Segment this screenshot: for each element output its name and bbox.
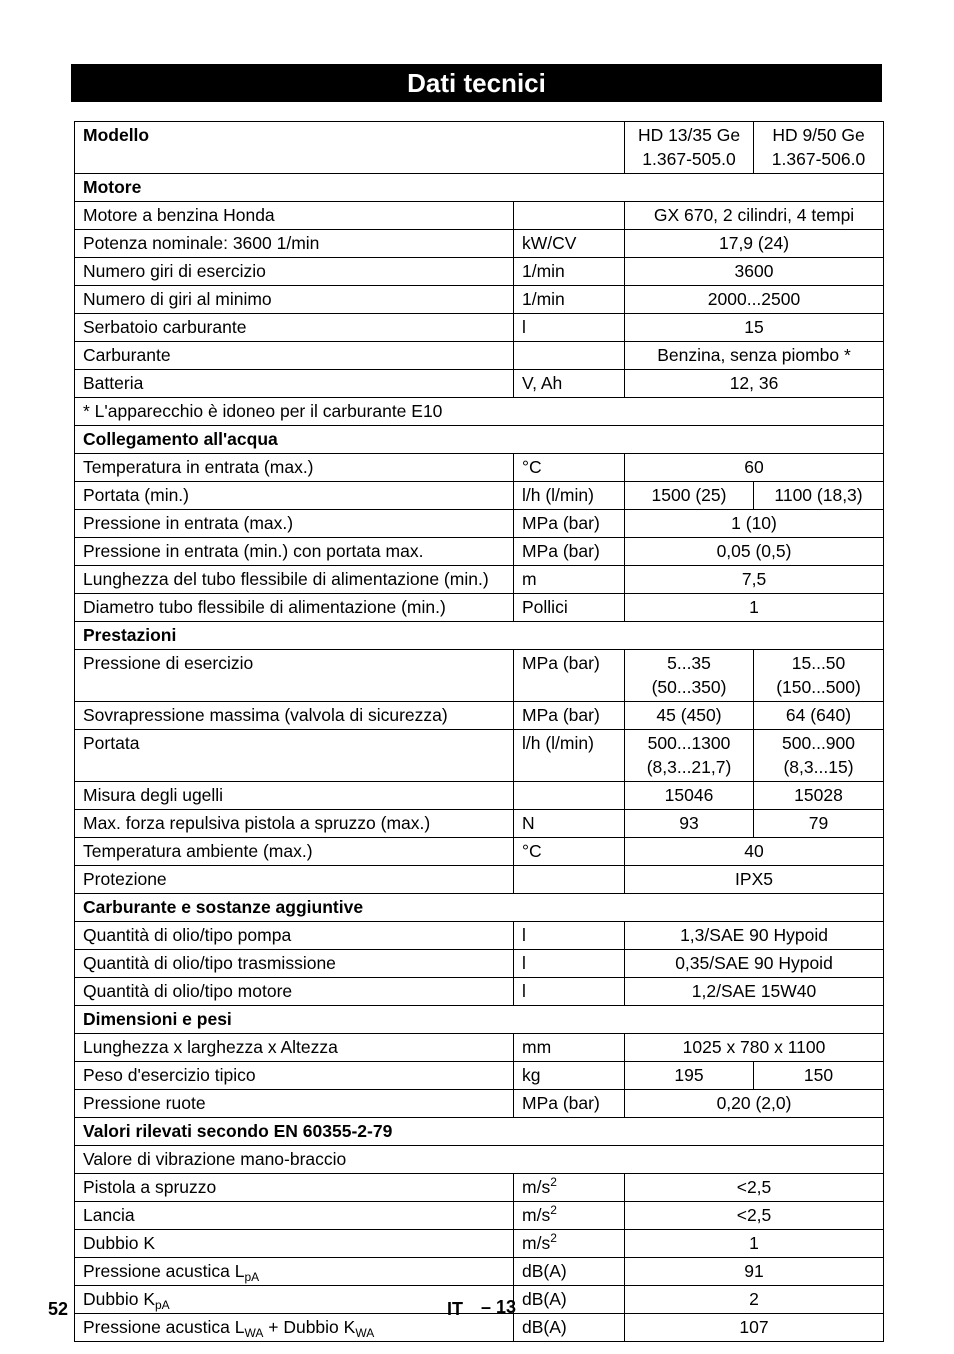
section-heading: Collegamento all'acqua xyxy=(75,426,884,454)
header-row xyxy=(75,122,884,174)
table-row: Serbatoio carburante l 15 xyxy=(75,314,884,342)
footnote-row: * L'apparecchio è idoneo per il carburante E10 xyxy=(75,398,884,426)
table-row: Sovrapressione massima (valvola di sicurezza) MPa (bar) 45 (450) 64 (640) xyxy=(75,702,884,730)
section-heading: Carburante e sostanze aggiuntive xyxy=(75,894,884,922)
table-row: Misura degli ugelli 15046 15028 xyxy=(75,782,884,810)
model2-code: 1.367-506.0 xyxy=(771,149,866,169)
table-row: Portata (min.) l/h (l/min) 1500 (25) 1100 (18,3) xyxy=(75,482,884,510)
table-row: Max. forza repulsiva pistola a spruzzo (max.) N 93 79 xyxy=(75,810,884,838)
section-page-number: – 13 xyxy=(481,1297,517,1317)
table-row: Pressione acustica $L_{pA}$ dB(A) 91 xyxy=(75,1258,884,1286)
table-row: Numero di giri al minimo 1/min 2000...2500 xyxy=(75,286,884,314)
model2-cell xyxy=(754,122,884,174)
table-row: Pressione acustica $L_{WA}$ + Dubbio $K_{WA}$ dB(A) 107 xyxy=(75,1314,884,1342)
table-row: Batteria V, Ah 12, 36 xyxy=(75,370,884,398)
table-row: Protezione IPX5 xyxy=(75,866,884,894)
table-row: Lancia $m/s^2$ <2,5 xyxy=(75,1202,884,1230)
table-row: Temperatura ambiente (max.) °C 40 xyxy=(75,838,884,866)
table-row: Quantità di olio/tipo trasmissione l 0,35/SAE 90 Hypoid xyxy=(75,950,884,978)
table-row: Pressione in entrata (max.) MPa (bar) 1 (10) xyxy=(75,510,884,538)
table-row: Diametro tubo flessibile di alimentazione (min.) Pollici 1 xyxy=(75,594,884,622)
table-row: Temperatura in entrata (max.) °C 60 xyxy=(75,454,884,482)
table-row: Numero giri di esercizio 1/min 3600 xyxy=(75,258,884,286)
table-row: Quantità di olio/tipo motore l 1,2/SAE 15W40 xyxy=(75,978,884,1006)
spec-table xyxy=(74,121,884,1342)
page-title: Dati tecnici xyxy=(71,64,882,102)
table-row: Pressione di esercizio MPa (bar) 5...35 (50...350) 15...50 (150...500) xyxy=(75,650,884,702)
table-row: Motore a benzina Honda GX 670, 2 cilindri, 4 tempi xyxy=(75,202,884,230)
table-row: Dubbio $K_{pA}$ dB(A) 2 xyxy=(75,1286,884,1314)
subsection-row: Valore di vibrazione mano-braccio xyxy=(75,1146,884,1174)
table-row: Lunghezza x larghezza x Altezza mm 1025 x 780 x 1100 xyxy=(75,1034,884,1062)
model1-cell xyxy=(625,122,754,174)
table-row: Lunghezza del tubo flessibile di alimentazione (min.) m 7,5 xyxy=(75,566,884,594)
section-heading: Motore xyxy=(75,174,884,202)
table-row: Pistola a spruzzo $m/s^2$ <2,5 xyxy=(75,1174,884,1202)
table-row: Dubbio K $m/s^2$ 1 xyxy=(75,1230,884,1258)
table-row: Pressione ruote MPa (bar) 0,20 (2,0) xyxy=(75,1090,884,1118)
table-row: Pressione in entrata (min.) con portata max. MPa (bar) 0,05 (0,5) xyxy=(75,538,884,566)
table-row: Peso d'esercizio tipico kg 195 150 xyxy=(75,1062,884,1090)
section-heading: Dimensioni e pesi xyxy=(75,1006,884,1034)
table-row: Portata l/h (l/min) 500...1300 (8,3...21,7) 500...900 (8,3...15) xyxy=(75,730,884,782)
model2-name: HD 9/50 Ge xyxy=(772,125,865,145)
section-heading: Valori rilevati secondo EN 60355-2-79 xyxy=(75,1118,884,1146)
model-label: Modello xyxy=(75,122,625,174)
table-row: Potenza nominale: 3600 1/min kW/CV 17,9 (24) xyxy=(75,230,884,258)
table-row: Quantità di olio/tipo pompa l 1,3/SAE 90 Hypoid xyxy=(75,922,884,950)
language-code: IT xyxy=(447,1299,463,1319)
table-row: Carburante Benzina, senza piombo * xyxy=(75,342,884,370)
page-number: 52 xyxy=(48,1299,69,1319)
model1-name: HD 13/35 Ge xyxy=(637,125,741,145)
model1-code: 1.367-505.0 xyxy=(642,149,736,169)
section-heading: Prestazioni xyxy=(75,622,884,650)
